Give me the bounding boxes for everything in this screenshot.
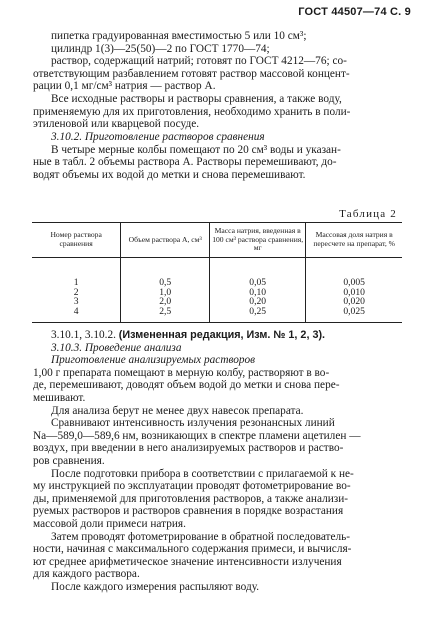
table-cell: 1 bbox=[73, 277, 79, 288]
text-line: для каждого раствора. bbox=[33, 568, 140, 581]
text-line: применяемую для их приготовления, необходимо хранить в поли- bbox=[33, 105, 351, 118]
table-caption: Таблица 2 bbox=[339, 208, 397, 220]
text-line: ответствующим разбавлением готовят раствор массовой концент- bbox=[33, 67, 350, 80]
text-line: ров сравнения. bbox=[33, 454, 105, 467]
text-line: этиленовой или кварцевой посуде. bbox=[33, 118, 200, 131]
table-row bbox=[32, 258, 402, 288]
amendment-ref: 3.10.1, 3.10.2. bbox=[51, 329, 116, 341]
amendment-note bbox=[33, 329, 403, 342]
table-row bbox=[32, 307, 402, 323]
text-line: Затем проводят фотометрирование в обратной последователь- bbox=[51, 530, 351, 543]
column-header: Объем раствора А, см³ bbox=[121, 223, 210, 258]
text-line: Для анализа берут не менее двух навесок препарата. bbox=[51, 404, 304, 417]
subsection-title: Приготовление анализируемых растворов bbox=[51, 354, 256, 367]
section-title: 3.10.2. Приготовление растворов сравнения bbox=[51, 131, 265, 143]
text-line: 1,00 г препарата помещают в мерную колбу, растворяют в во- bbox=[33, 366, 330, 379]
table-cell: 2 bbox=[73, 286, 79, 298]
table-cell: 0,25 bbox=[210, 307, 306, 323]
text-line: раствор, содержащий натрий; готовят по ГОСТ 4212—76; со- bbox=[51, 55, 347, 68]
table-cell: 0,05 bbox=[210, 258, 306, 288]
amendment-bold: (Измененная редакция, Изм. № 1, 2, 3). bbox=[118, 329, 326, 341]
section-3-10-3 bbox=[33, 329, 403, 593]
table-cell: 0,010 bbox=[306, 288, 402, 298]
table-cell: 0,025 bbox=[306, 307, 402, 323]
text-line: де, перемешивают, доводят объем водой до метки и снова пере- bbox=[33, 379, 340, 392]
text-line: руемых растворов и растворов сравнения в порядке возрастания bbox=[33, 505, 344, 518]
table-cell: 1,0 bbox=[121, 288, 210, 298]
equipment-list bbox=[33, 30, 403, 131]
text-line: Сравнивают интенсивность излучения резонансных линий bbox=[51, 417, 335, 430]
column-header: Номер раствора сравнения bbox=[32, 223, 121, 258]
section-title: 3.10.3. Проведение анализа bbox=[51, 341, 182, 354]
text-line: рации 0,1 мг/см³ натрия — раствор А. bbox=[33, 80, 216, 93]
table-cell: 0,20 bbox=[210, 297, 306, 307]
text-line: му инструкцией по эксплуатации проводят фотометрирование во- bbox=[33, 480, 351, 493]
text-line: После каждого измерения распыляют воду. bbox=[51, 580, 260, 593]
text-line: В четыре мерные колбы помещают по 20 см³ воды и указан- bbox=[51, 143, 341, 156]
table-cell: 2,0 bbox=[121, 297, 210, 307]
table-cell: 0,005 bbox=[306, 258, 402, 288]
text-line: Все исходные растворы и растворы сравнения, а также воду, bbox=[51, 92, 342, 105]
text-line: водят объемы их водой до метки и снова перемешивают. bbox=[33, 168, 306, 181]
text-line: массовой доли примеси натрия. bbox=[33, 517, 186, 530]
table-header-row bbox=[32, 223, 402, 258]
text-line: пипетка градуированная вместимостью 5 или 10 см³; bbox=[51, 30, 307, 42]
section-3-10-2 bbox=[33, 131, 403, 181]
table-cell: 0,020 bbox=[306, 297, 402, 307]
text-line: воздух, при введении в него анализируемых растворов и раство- bbox=[33, 442, 344, 455]
text-line: мешивают. bbox=[33, 391, 86, 404]
table-cell: 2,5 bbox=[121, 307, 210, 323]
text-line: ют среднее арифметическое значение интенсивности излучения bbox=[33, 555, 342, 568]
text-line: ды, применяемой для приготовления растворов, а также анализи- bbox=[33, 492, 349, 505]
table-2 bbox=[32, 222, 402, 323]
table-cell: 4 bbox=[32, 307, 121, 323]
column-header: Массовая доля натрия в пересчете на препарат, % bbox=[306, 223, 402, 258]
table-cell: 3 bbox=[73, 296, 79, 308]
page-header: ГОСТ 44507—74 С. 9 bbox=[298, 6, 411, 18]
text-line: цилиндр 1(3)—25(50)—2 по ГОСТ 1770—74; bbox=[51, 42, 270, 55]
column-header: Масса натрия, введенная в 100 см³ раствора сравнения, мг bbox=[210, 223, 306, 258]
text-line: ности, начиная с максимального содержания примеси, и вычисля- bbox=[33, 543, 352, 556]
text-line: Na—589,0—589,6 нм, возникающих в спектре пламени ацетилен — bbox=[33, 429, 361, 442]
table-cell: 0,5 bbox=[121, 258, 210, 288]
table-cell: 0,10 bbox=[210, 288, 306, 298]
text-line: После подготовки прибора в соответствии с прилагаемой к не- bbox=[51, 467, 354, 480]
text-line: ные в табл. 2 объемы раствора А. Растворы перемешивают, до- bbox=[33, 156, 337, 169]
